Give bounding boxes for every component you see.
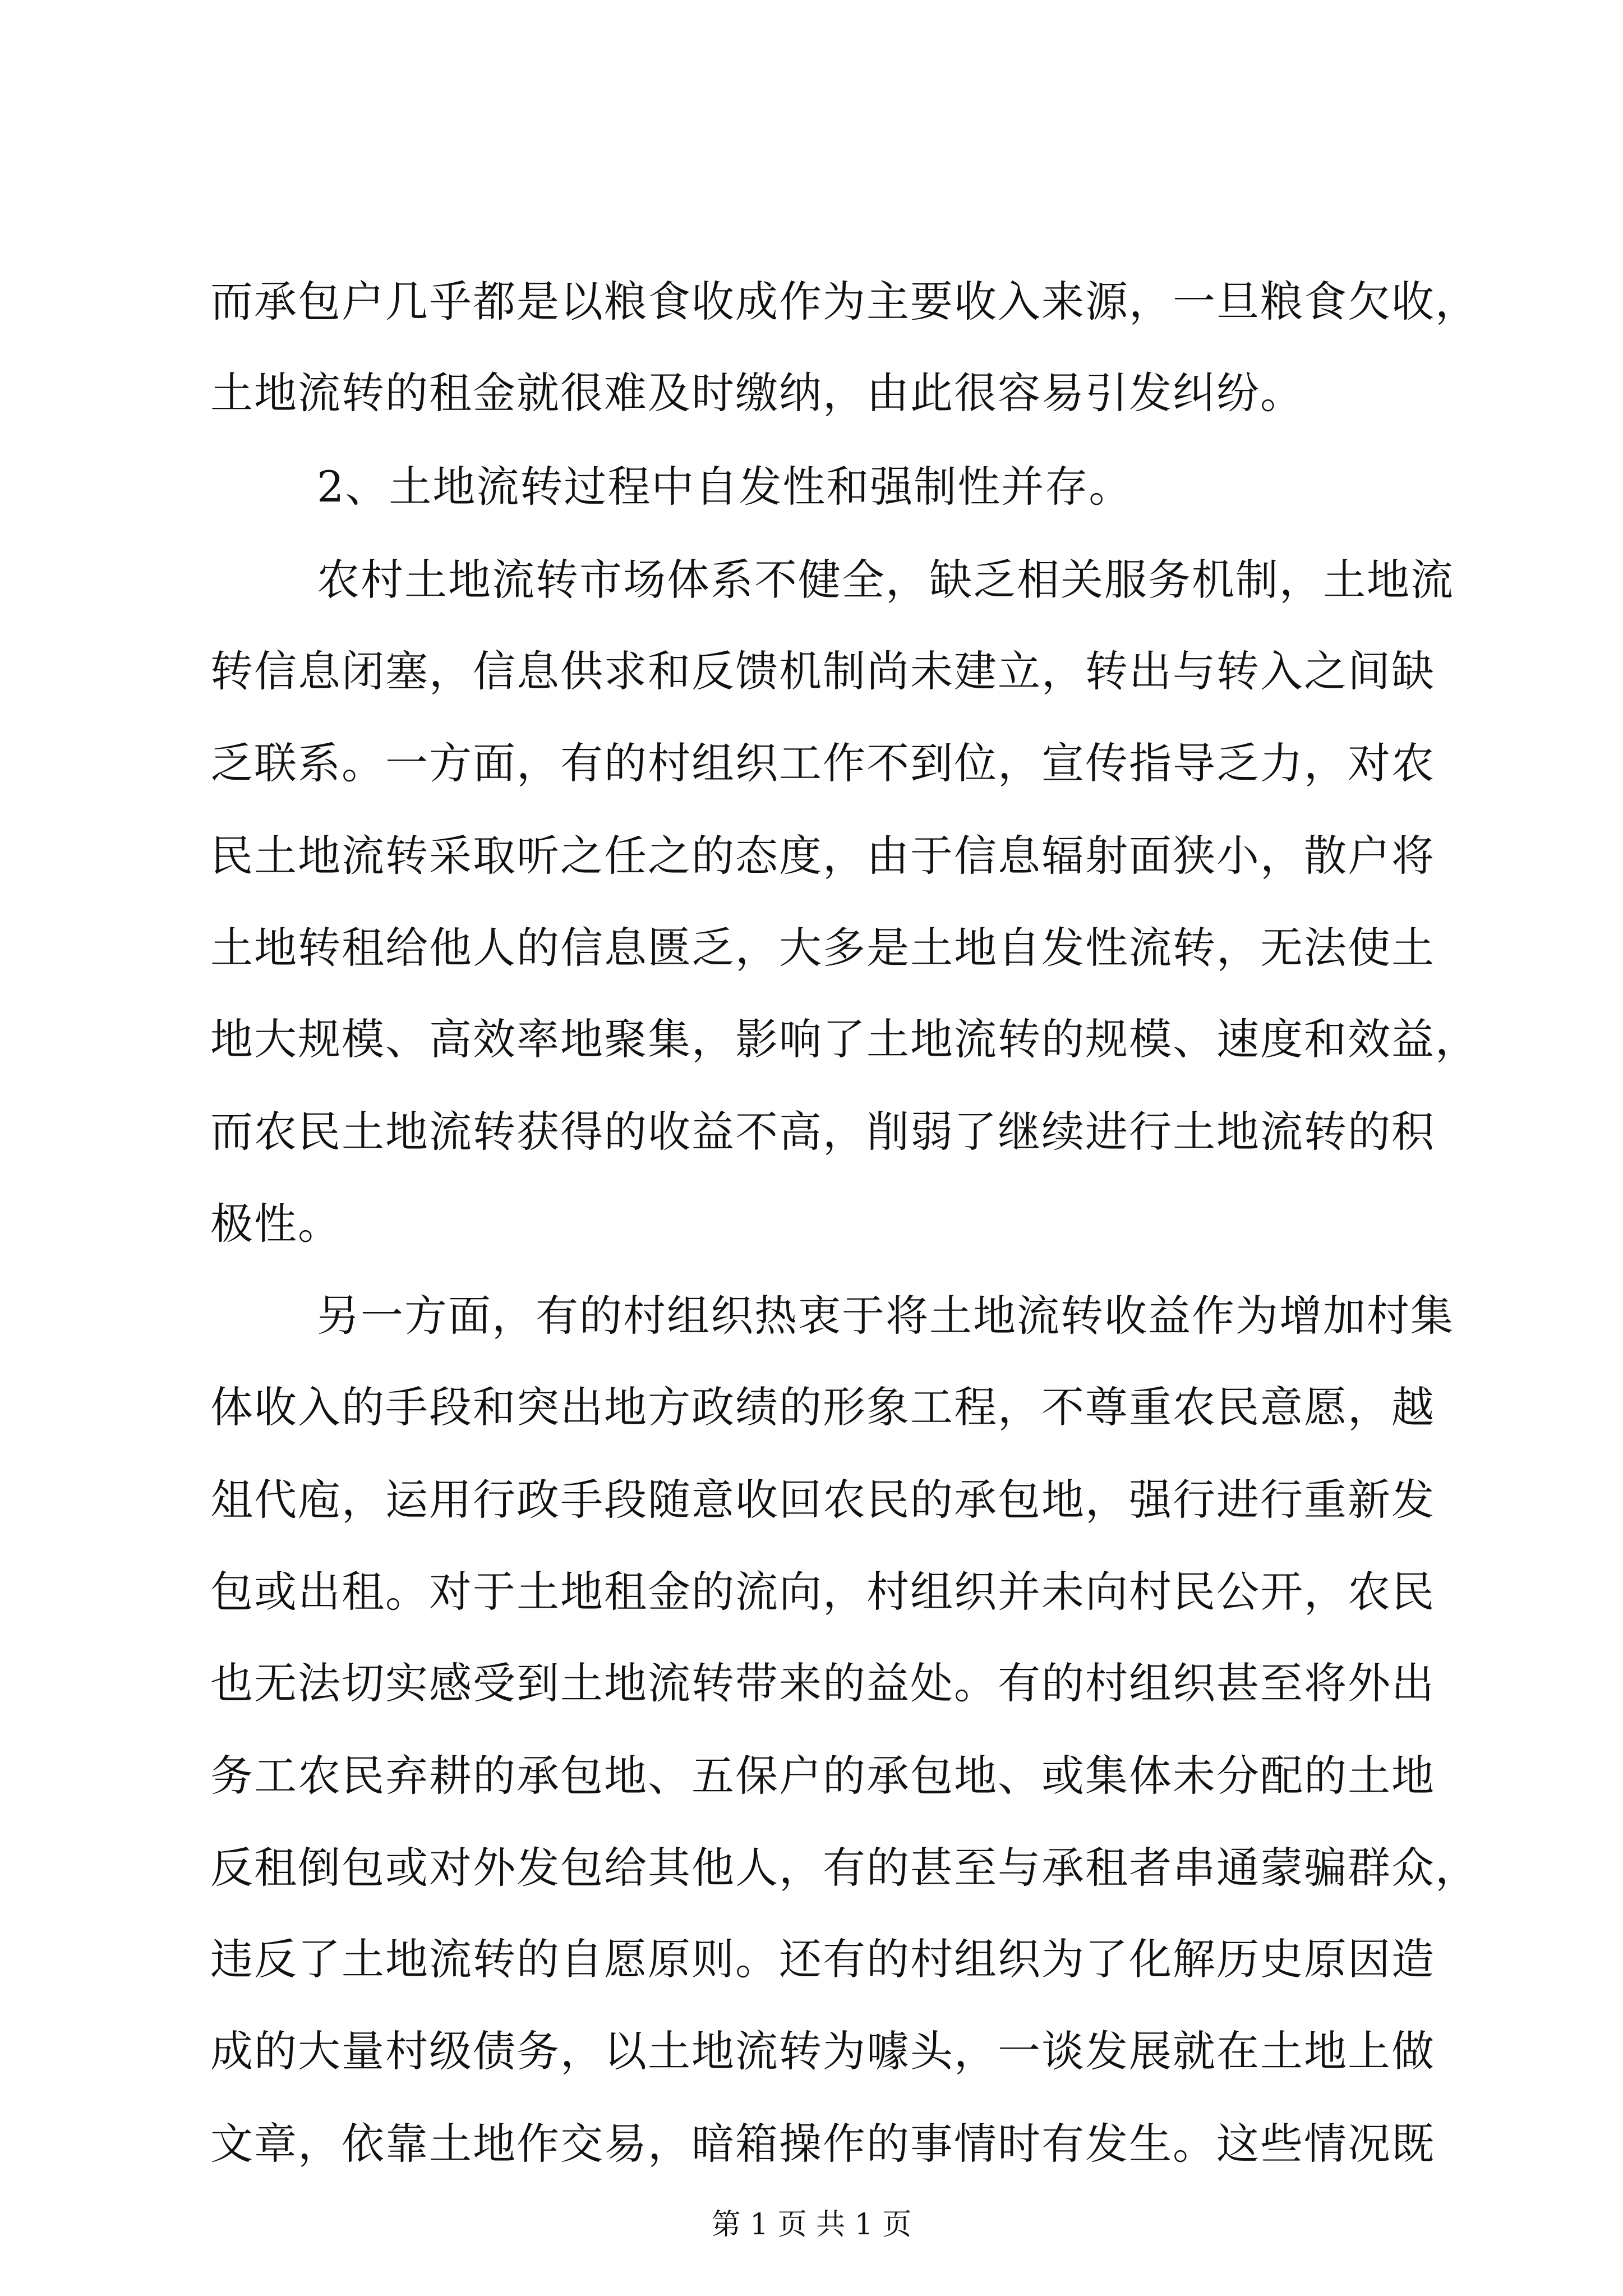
text-line: 民土地流转采取听之任之的态度，由于信息辐射面狭小，散户将 [210,831,1435,881]
text-line: 成的大量村级债务，以土地流转为噱头，一谈发展就在土地上做 [210,2026,1435,2076]
text-line: 违反了土地流转的自愿原则。还有的村组织为了化解历史原因造 [210,1934,1435,1984]
text-line: 转信息闭塞，信息供求和反馈机制尚未建立，转出与转入之间缺 [210,646,1435,696]
text-line: 另一方面，有的村组织热衷于将土地流转收益作为增加村集 [317,1291,1454,1341]
text-line: 也无法切实感受到土地流转带来的益处。有的村组织甚至将外出 [210,1658,1435,1708]
text-line: 极性。 [210,1199,342,1249]
text-line: 俎代庖，运用行政手段随意收回农民的承包地，强行进行重新发 [210,1475,1435,1525]
text-line: 乏联系。一方面，有的村组织工作不到位，宣传指导乏力，对农 [210,738,1435,788]
subheading: 2、土地流转过程中自发性和强制性并存。 [317,462,1133,512]
text-line: 务工农民弃耕的承包地、五保户的承包地、或集体未分配的土地 [210,1751,1435,1801]
text-line: 土地流转的租金就很难及时缴纳，由此很容易引发纠纷。 [210,368,1304,418]
text-line: 体收入的手段和突出地方政绩的形象工程，不尊重农民意愿，越 [210,1382,1435,1432]
text-line: 而承包户几乎都是以粮食收成作为主要收入来源，一旦粮食欠收， [210,277,1479,326]
text-line: 而农民土地流转获得的收益不高，削弱了继续进行土地流转的积 [210,1107,1435,1157]
text-line: 反租倒包或对外发包给其他人，有的甚至与承租者串通蒙骗群众， [210,1843,1479,1893]
text-line: 地大规模、高效率地聚集，影响了土地流转的规模、速度和效益， [210,1014,1479,1064]
text-line: 包或出租。对于土地租金的流向，村组织并未向村民公开，农民 [210,1567,1435,1617]
text-line: 农村土地流转市场体系不健全，缺乏相关服务机制，土地流 [317,555,1454,605]
text-line: 文章，依靠土地作交易，暗箱操作的事情时有发生。这些情况既 [210,2119,1435,2169]
text-line: 土地转租给他人的信息匮乏，大多是土地自发性流转，无法使土 [210,923,1435,973]
page-footer: 第 1 页 共 1 页 [711,2208,912,2242]
